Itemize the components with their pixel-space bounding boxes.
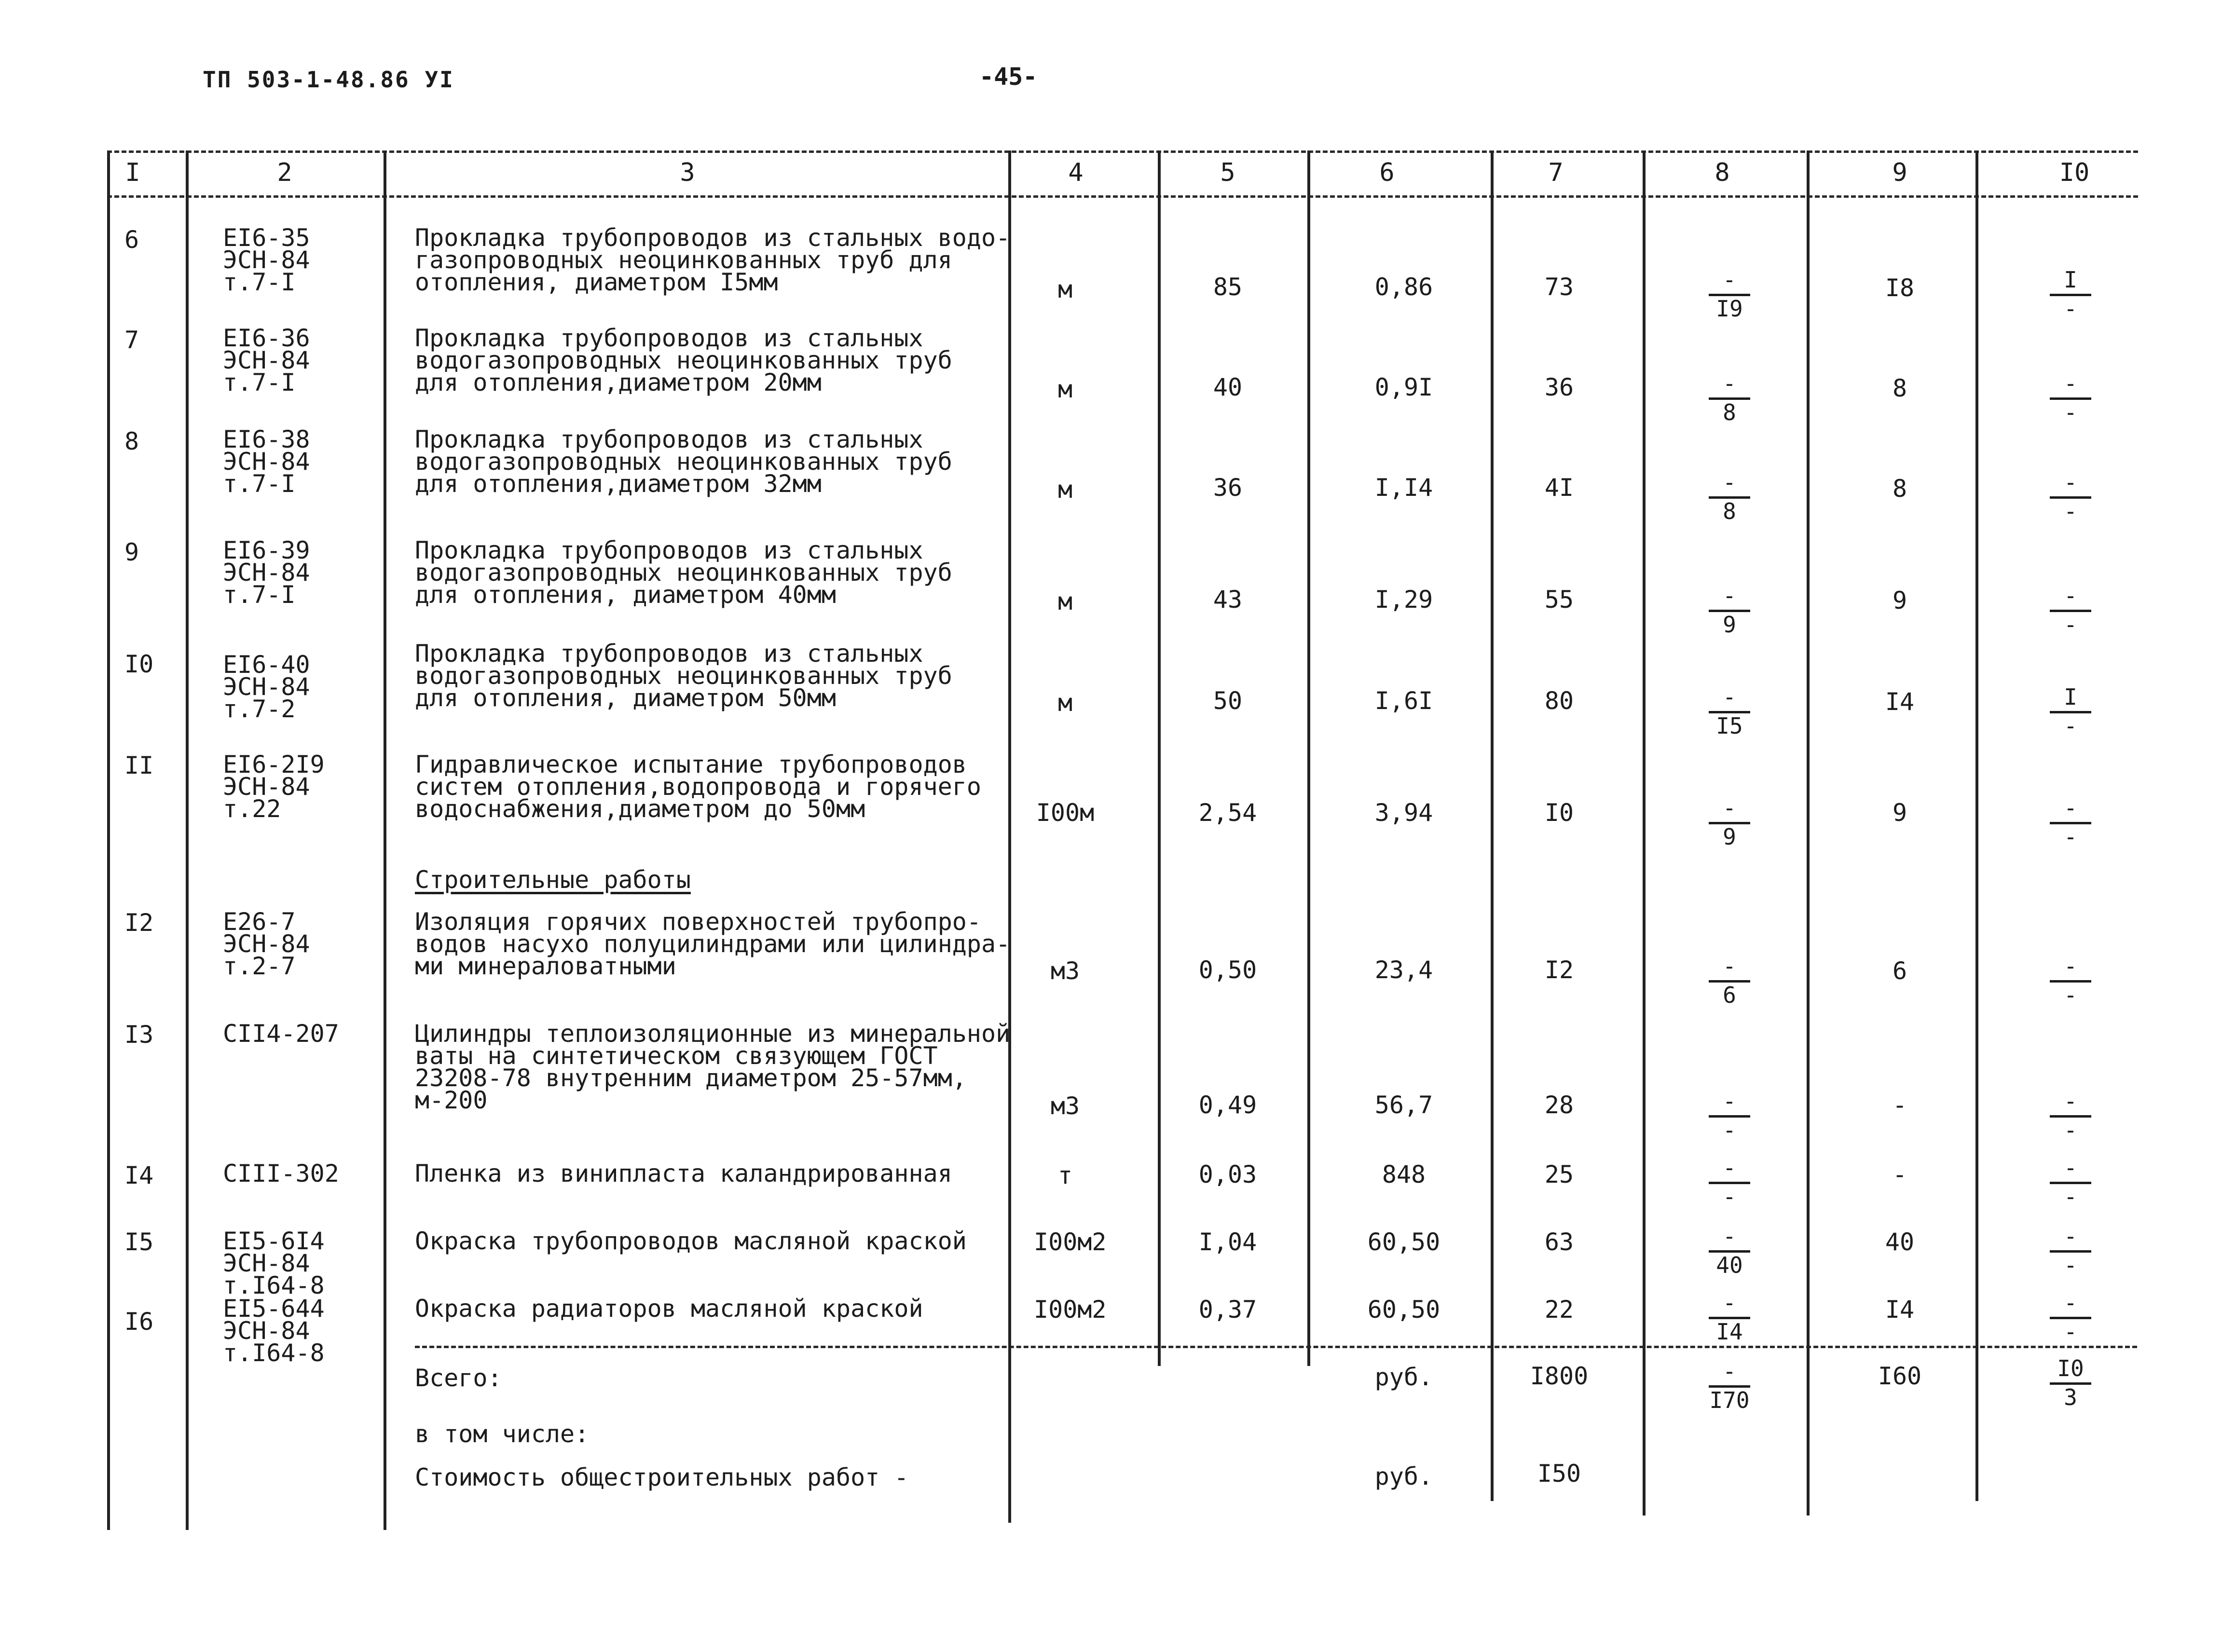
- unit-price: 848: [1382, 1160, 1426, 1188]
- work-description: Гидравлическое испытание трубопроводов систем отопления,водопровода и горячего водоснабжения,диаметром до 50мм: [415, 751, 981, 823]
- quantity: 0,50: [1198, 956, 1257, 984]
- col10-fraction: - -: [2039, 371, 2102, 424]
- col8-fraction: - I4: [1698, 1291, 1761, 1344]
- row-number: I0: [124, 650, 154, 678]
- col10-fraction: I -: [2039, 685, 2102, 738]
- unit-price: I,I4: [1374, 474, 1433, 502]
- unit: м: [1057, 275, 1073, 303]
- unit-price: 23,4: [1374, 956, 1433, 984]
- col8-fraction: - I9: [1698, 268, 1761, 321]
- unit: м: [1057, 375, 1073, 403]
- col9-value: 9: [1892, 799, 1907, 827]
- total-col9-value: I60: [1878, 1362, 1922, 1390]
- total-cost: 73: [1544, 273, 1574, 301]
- col9-value: 6: [1892, 957, 1907, 985]
- col10-fraction: I -: [2039, 268, 2102, 321]
- col10-fraction: - -: [2039, 954, 2102, 1007]
- rate-code: EI6-39 ЭСН-84 т.7-I: [223, 536, 310, 609]
- unit: т: [1057, 1161, 1073, 1189]
- column-divider: [107, 150, 110, 1530]
- col10-fraction: - -: [2039, 584, 2102, 637]
- unit: I00м2: [1034, 1296, 1107, 1324]
- column-header: 8: [1715, 158, 1730, 187]
- rate-code: EI5-644 ЭСН-84 т.I64-8: [223, 1295, 325, 1367]
- row-number: I3: [124, 1021, 154, 1049]
- col9-value: I8: [1885, 274, 1915, 302]
- unit-price: 0,86: [1374, 273, 1433, 301]
- col8-fraction: - 9: [1698, 796, 1761, 849]
- work-description: Пленка из винипласта каландрированная: [415, 1160, 952, 1188]
- unit-price: I,29: [1374, 586, 1433, 614]
- column-header: 6: [1379, 158, 1395, 187]
- work-description: Прокладка трубопроводов из стальных водо- газопроводных неоцинкованных труб для отопления, диаметром I5мм: [415, 224, 1011, 296]
- quantity: 43: [1213, 586, 1243, 614]
- column-header: 7: [1548, 158, 1564, 187]
- row-number: 7: [124, 326, 139, 354]
- rate-code: EI5-6I4 ЭСН-84 т.I64-8: [223, 1227, 325, 1299]
- column-header: I: [125, 158, 140, 187]
- col9-value: 9: [1892, 587, 1907, 614]
- col8-fraction: - 40: [1698, 1224, 1761, 1277]
- total-col10-fraction: I0 3: [2039, 1356, 2102, 1409]
- unit-price: 60,50: [1367, 1296, 1440, 1324]
- rate-code: EI6-36 ЭСН-84 т.7-I: [223, 324, 310, 396]
- col9-value: I4: [1885, 1296, 1915, 1324]
- total-col8-fraction: - I70: [1709, 1358, 1750, 1413]
- total-cost: 80: [1544, 687, 1574, 715]
- unit: м: [1057, 587, 1073, 615]
- row-number: 9: [124, 538, 139, 566]
- total-cost: 63: [1544, 1228, 1574, 1256]
- row-number: I4: [124, 1161, 154, 1189]
- rate-code: EI6-38 ЭСН-84 т.7-I: [223, 425, 310, 498]
- work-description: Прокладка трубопроводов из стальных водогазопроводных неоцинкованных труб для отопления,диаметром 32мм: [415, 425, 952, 498]
- column-header: 5: [1220, 158, 1235, 187]
- rate-code: CIII-302: [223, 1160, 339, 1188]
- quantity: 85: [1213, 273, 1243, 301]
- total-value: I800: [1530, 1362, 1589, 1390]
- unit-price: 60,50: [1367, 1228, 1440, 1256]
- column-header: 9: [1892, 158, 1907, 187]
- col9-value: 8: [1892, 374, 1907, 402]
- rate-code: EI6-40 ЭСН-84 т.7-2: [223, 651, 310, 723]
- column-divider: [1807, 150, 1810, 1515]
- col8-fraction: - I5: [1698, 685, 1761, 738]
- col10-fraction: - -: [2039, 1291, 2102, 1344]
- column-header: 4: [1068, 158, 1084, 187]
- quantity: 0,49: [1198, 1091, 1257, 1119]
- unit-price: 0,9I: [1374, 373, 1433, 401]
- table-top-rule: [107, 150, 2138, 153]
- total-cost: 28: [1544, 1091, 1574, 1119]
- total-cost: 25: [1544, 1160, 1574, 1188]
- col10-fraction: - -: [2039, 1089, 2102, 1142]
- col9-value: 40: [1885, 1228, 1915, 1256]
- quantity: 0,03: [1198, 1160, 1257, 1188]
- quantity: 2,54: [1198, 799, 1257, 827]
- general-cost-unit: руб.: [1374, 1462, 1433, 1490]
- col10-fraction: - -: [2039, 1156, 2102, 1209]
- column-divider: [1975, 150, 1978, 1501]
- row-number: I6: [124, 1308, 154, 1336]
- unit-price: 3,94: [1374, 799, 1433, 827]
- work-description: Цилиндры теплоизоляционные из минеральной ваты на синтетическом связующем ГОСТ 23208-78 внутренним диаметром 25-57мм, м-200: [415, 1020, 1011, 1114]
- column-divider: [1307, 150, 1310, 1366]
- rate-code: E26-7 ЭСН-84 т.2-7: [223, 908, 310, 980]
- rate-code: EI6-35 ЭСН-84 т.7-I: [223, 224, 310, 296]
- general-cost-label: Стоимость общестроительных работ -: [415, 1463, 909, 1491]
- col10-fraction: - -: [2039, 1224, 2102, 1277]
- col9-value: -: [1892, 1160, 1907, 1188]
- row-number: II: [124, 751, 154, 779]
- column-divider: [1158, 150, 1161, 1366]
- unit: м: [1057, 689, 1073, 717]
- quantity: 36: [1213, 474, 1243, 502]
- col8-fraction: - 8: [1698, 371, 1761, 424]
- quantity: I,04: [1198, 1228, 1257, 1256]
- col8-fraction: - -: [1698, 1156, 1761, 1209]
- unit-price: 56,7: [1374, 1091, 1433, 1119]
- total-cost: 22: [1544, 1296, 1574, 1324]
- work-description: Окраска радиаторов масляной краской: [415, 1295, 923, 1323]
- col10-fraction: - -: [2039, 470, 2102, 523]
- unit-price: I,6I: [1374, 687, 1433, 715]
- total-unit: руб.: [1374, 1363, 1433, 1391]
- row-number: I2: [124, 909, 154, 937]
- column-divider: [384, 150, 386, 1530]
- work-description: Окраска трубопроводов масляной краской: [415, 1227, 967, 1255]
- col9-value: -: [1892, 1091, 1907, 1119]
- total-cost: 4I: [1544, 474, 1574, 502]
- row-number: I5: [124, 1228, 154, 1256]
- quantity: 50: [1213, 687, 1243, 715]
- total-label: Всего:: [415, 1364, 502, 1392]
- rate-code: EI6-2I9 ЭСН-84 т.22: [223, 751, 325, 823]
- column-header: 3: [680, 158, 695, 187]
- work-description: Прокладка трубопроводов из стальных водогазопроводных неоцинкованных труб для отопления,диаметром 20мм: [415, 324, 952, 396]
- unit: м3: [1050, 1092, 1080, 1120]
- column-header: 2: [277, 158, 292, 187]
- col8-fraction: - 9: [1698, 584, 1761, 637]
- quantity: 0,37: [1198, 1296, 1257, 1324]
- col8-fraction: - -: [1698, 1089, 1761, 1142]
- unit: м: [1057, 476, 1073, 504]
- work-description: Прокладка трубопроводов из стальных водогазопроводных неоцинкованных труб для отопления, диаметром 50мм: [415, 640, 952, 712]
- document-code: ТП 503-1-48.86 УI: [203, 67, 454, 93]
- including-label: в том числе:: [415, 1420, 590, 1448]
- column-divider: [1643, 150, 1646, 1515]
- unit: I00м: [1036, 799, 1095, 827]
- row-number: 6: [124, 226, 139, 254]
- table-total-rule: [415, 1346, 2137, 1348]
- section-heading: Строительные работы: [415, 866, 691, 894]
- general-cost-value: I50: [1537, 1460, 1581, 1488]
- column-divider: [186, 150, 189, 1530]
- total-cost: I0: [1544, 799, 1574, 827]
- column-header: I0: [2059, 158, 2090, 187]
- total-cost: 36: [1544, 373, 1574, 401]
- column-divider: [1491, 150, 1494, 1501]
- quantity: 40: [1213, 373, 1243, 401]
- table-header-rule: [107, 195, 2138, 198]
- rate-code: CII4-207: [223, 1020, 339, 1048]
- col9-value: 8: [1892, 475, 1907, 503]
- unit: I00м2: [1034, 1228, 1107, 1256]
- work-description: Изоляция горячих поверхностей трубопро- водов насухо полуцилиндрами или цилиндра- ми минераловатными: [415, 908, 1011, 980]
- col8-fraction: - 6: [1698, 954, 1761, 1007]
- column-divider: [1008, 150, 1011, 1523]
- total-cost: 55: [1544, 586, 1574, 614]
- unit: м3: [1050, 957, 1080, 985]
- page-number: -45-: [979, 63, 1038, 91]
- work-description: Прокладка трубопроводов из стальных водогазопроводных неоцинкованных труб для отопления, диаметром 40мм: [415, 536, 952, 609]
- row-number: 8: [124, 427, 139, 455]
- col8-fraction: - 8: [1698, 470, 1761, 523]
- col9-value: I4: [1885, 688, 1915, 716]
- total-cost: I2: [1544, 956, 1574, 984]
- col10-fraction: - -: [2039, 796, 2102, 849]
